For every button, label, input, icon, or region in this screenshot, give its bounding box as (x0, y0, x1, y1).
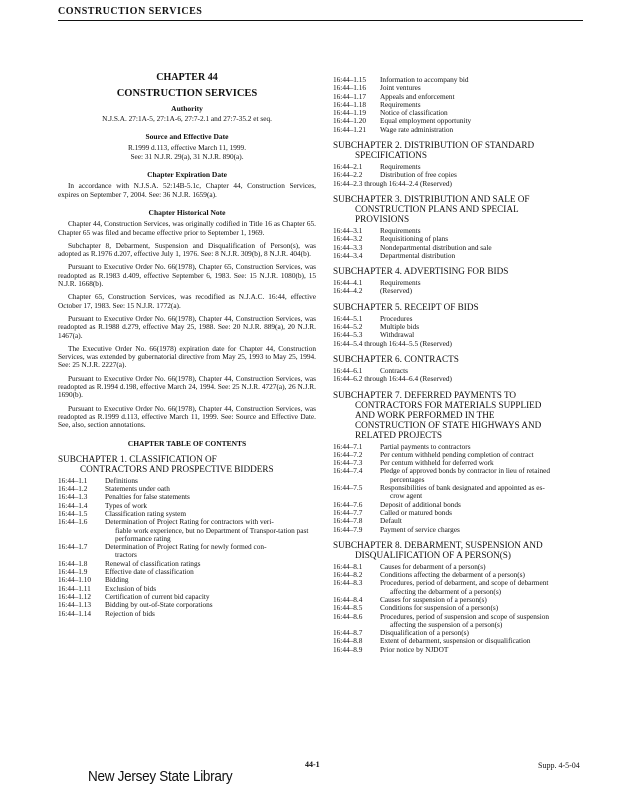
subchapter-entries (333, 315, 585, 348)
subchapter-1-entries (58, 477, 316, 618)
toc-entry-number: 16:44–1.9 (58, 567, 88, 577)
toc-entry-number: 16:44–1.4 (58, 500, 88, 510)
toc-entry-title-text: Distribution of free copies (380, 170, 457, 180)
subchapter-title-line: SUBCHAPTER 5. RECEIPT OF BIDS (333, 301, 479, 312)
toc-entry-title-continued: crow agent (390, 491, 423, 501)
subchapter-title-line: RELATED PROJECTS (355, 429, 443, 440)
chapter-name: CONSTRUCTION SERVICES (116, 88, 258, 100)
toc-entry-number: 16:44–8.6 (333, 611, 363, 621)
toc-entry-title-text: Joint ventures (380, 83, 421, 93)
authority-heading: Authority (171, 103, 203, 113)
toc-entry-number: 16:44–6.1 (333, 365, 363, 375)
toc-entry-title (380, 467, 585, 484)
toc-entry-number: 16:44–7.3 (333, 458, 363, 468)
toc-entry-title (105, 518, 316, 543)
subchapter-title-line: SUBCHAPTER 7. DEFERRED PAYMENTS TO (333, 389, 517, 400)
toc-entry (58, 518, 316, 543)
toc-entry-number: 16:44–8.5 (333, 603, 363, 613)
toc-entry (58, 568, 316, 576)
toc-entry (333, 117, 585, 125)
subchapter-title-line: CONTRACTORS FOR MATERIALS SUPPLIED (355, 399, 542, 410)
authority-text: N.J.S.A. 27:1A-5, 27:1A-6, 27:7-2.1 and 27:7-35.2 et seq. (102, 113, 272, 123)
toc-entry-title-text: Multiple bids (380, 322, 420, 332)
toc-entry-number: 16:44–1.2 (58, 484, 88, 494)
toc-entry-number: 16:44–4.1 (333, 278, 363, 288)
toc-entry (333, 375, 585, 383)
toc-entry-number: 16:44–4.2 (333, 286, 363, 296)
toc-entry-title-continued: percentages (390, 474, 425, 484)
toc-entry-title-text: Disqualification of a person(s) (380, 628, 469, 638)
toc-entry-number: 16:44–8.4 (333, 594, 363, 604)
supplement-date: Supp. 4-5-04 (538, 761, 580, 770)
subchapter-entries (333, 279, 585, 296)
toc-entry-title-text: Effective date of classification (105, 567, 194, 577)
toc-entry (333, 323, 585, 331)
toc-entry (333, 163, 585, 171)
toc-entry-number: 16:44–5.2 (333, 322, 363, 332)
subchapter-title-line: SUBCHAPTER 4. ADVERTISING FOR BIDS (333, 266, 509, 277)
toc-entry-title-text: Causes for suspension of a person(s) (380, 594, 487, 604)
toc-entry-title-continued: fiable work experience, but no Department of Transpor-tation past performance rating (115, 525, 309, 543)
toc-entry-title-text: Penalties for false statements (105, 492, 190, 502)
subchapter-title (333, 194, 585, 224)
toc-entry-number: 16:44–7.2 (333, 449, 363, 459)
subchapter-1-title (58, 454, 316, 474)
toc-entry-number: 16:44–7.5 (333, 483, 363, 493)
toc-entry (58, 477, 316, 485)
subchapter-title-line: AND WORK PERFORMED IN THE (355, 409, 495, 420)
toc-entry (333, 467, 585, 484)
toc-entry-title-text: Certification of current bid capacity (105, 591, 210, 601)
toc-entry-number: 16:44–3.1 (333, 225, 363, 235)
source-heading: Source and Effective Date (145, 132, 229, 142)
toc-entry-title-continued: affecting the suspension of a person(s) (390, 619, 503, 629)
toc-entry-number: 16:44–7.4 (333, 466, 363, 476)
toc-entry-number: 16:44–1.6 (58, 517, 88, 527)
toc-entry-number: 16:44–1.1 (58, 475, 88, 485)
subchapter-1-entries-continued (333, 76, 585, 134)
toc-entry-number: 16:44–8.8 (333, 636, 363, 646)
toc-entry-title-text: Classification rating system (105, 508, 187, 518)
toc-entry-number: 16:44–1.12 (58, 591, 92, 601)
subchapter-title (333, 140, 585, 160)
toc-entry (333, 613, 585, 630)
toc-entry (333, 93, 585, 101)
toc-entry-title (105, 568, 316, 576)
history-notes (58, 220, 316, 429)
toc-entry-number: 16:44–8.7 (333, 628, 363, 638)
toc-entry-number: 16:44–1.3 (58, 492, 88, 502)
toc-heading: CHAPTER TABLE OF CONTENTS (127, 438, 247, 448)
history-paragraph: Pursuant to Executive Order No. 66(1978), Chapter 65, Construction Services, was readopted as R.1983 d.409, effective September 6, 1983. See: 15 N.J.R. 1080(b), 15 N.J.R. 1668(b). (58, 262, 316, 289)
toc-entry-title-text: Conditions for suspension of a person(s) (380, 603, 499, 613)
toc-entry-number: 16:44–7.1 (333, 441, 363, 451)
toc-entry-title (105, 610, 316, 618)
toc-entry-title (380, 646, 585, 654)
subchapter-title (333, 302, 585, 312)
toc-entry-title (380, 126, 585, 134)
toc-entry-number: 16:44–1.14 (58, 608, 92, 618)
toc-entry (333, 279, 585, 287)
toc-entry (333, 101, 585, 109)
running-header: CONSTRUCTION SERVICES (58, 6, 203, 17)
toc-entry (58, 601, 316, 609)
toc-entry-number: 16:44–1.19 (333, 108, 367, 118)
toc-entry-number: 16:44–1.7 (58, 542, 88, 552)
history-paragraph: Pursuant to Executive Order No. 66(1978), Chapter 44, Construction Services, was readopted as R.1994 d.198, effective March 24, 1994. See: 25 N.J.R. 4727(a), 26 N.J.R. 1690(b). (58, 373, 316, 400)
expiration-heading: Chapter Expiration Date (147, 170, 227, 180)
toc-entry-title-text: Rejection of bids (105, 608, 155, 618)
toc-entry-number: 16:44–5.1 (333, 313, 363, 323)
toc-entry-number: 16:44–1.10 (58, 575, 92, 585)
toc-entry-title-text: Equal employment opportunity (380, 116, 472, 126)
left-column (58, 74, 316, 622)
toc-entry-number: 16:44–1.13 (58, 600, 92, 610)
subchapter-entries (333, 443, 585, 534)
toc-entry-title-text: Procedures, period of suspension and scope of suspension (380, 611, 550, 621)
toc-entry-title-text: Prior notice by NJDOT (380, 644, 449, 654)
toc-entry-title-text: Pledge of approved bonds by contractor in lieu of retained (380, 466, 551, 476)
toc-entry-title-text: Responsibilities of bank designated and appointed as es- (380, 483, 545, 493)
toc-entry-title (105, 543, 316, 560)
subchapter-title-line: SUBCHAPTER 8. DEBARMENT, SUSPENSION AND (333, 539, 543, 550)
toc-entry-title-text: Renewal of classification ratings (105, 558, 201, 568)
history-heading: Chapter Historical Note (148, 207, 226, 217)
toc-entry-title (380, 252, 585, 260)
toc-entry (333, 637, 585, 645)
toc-entry-number: 16:44–3.3 (333, 242, 363, 252)
toc-entry-number: 16:44–8.9 (333, 644, 363, 654)
toc-entry-title (380, 579, 585, 596)
subchapter-title (333, 390, 585, 440)
toc-entry (333, 526, 585, 534)
toc-entry-number: 16:44–1.15 (333, 75, 367, 84)
source-line-1: R.1999 d.113, effective March 11, 1999. (127, 143, 247, 153)
toc-entry-title-text: Procedures, period of debarment, and scope of debarment (380, 578, 549, 588)
subchapter-title-line: DISQUALIFICATION OF A PERSON(S) (355, 549, 511, 560)
toc-entry-number: 16:44–8.2 (333, 570, 363, 580)
page-number: 44-1 (305, 760, 320, 769)
toc-entry (333, 315, 585, 323)
toc-entry-title-text: Determination of Project Rating for newly formed con- (105, 542, 267, 552)
toc-entry-title-text: Notice of classification (380, 108, 448, 118)
toc-entry-number: 16:44–1.8 (58, 558, 88, 568)
history-paragraph: Pursuant to Executive Order No. 66(1978), Chapter 44, Construction Services, was readopted as R.1999 d.113, effective March 11, 1999. See: Source and Effective Date. See, also, section annotations. (58, 403, 316, 430)
subchapter-list (333, 140, 585, 654)
toc-entry-title-text: Nondepartmental distribution and sale (380, 242, 492, 252)
toc-entry-number: 16:44–1.11 (58, 583, 91, 593)
toc-entry-number: 16:44–1.18 (333, 99, 367, 109)
subchapter-entries (333, 227, 585, 260)
toc-entry-title-text: Exclusion of bids (105, 583, 157, 593)
toc-entry-title-text: Requirements (380, 225, 421, 235)
toc-entry (58, 502, 316, 510)
subchapter-entries (333, 563, 585, 654)
toc-entry (333, 287, 585, 295)
toc-entry-title-text: Called or matured bonds (380, 507, 452, 517)
toc-entry (333, 84, 585, 92)
subchapter-title-line: CONSTRUCTION PLANS AND SPECIAL (355, 203, 519, 214)
toc-entry-title-text: 16:44–6.2 through 16:44–6.4 (Reserved) (333, 374, 452, 384)
toc-entry (333, 227, 585, 235)
toc-entry-number: 16:44–7.7 (333, 507, 363, 517)
toc-entry-title-text: Bidding (105, 575, 129, 585)
toc-entry-title-text: Causes for debarment of a person(s) (380, 561, 486, 571)
toc-entry-number: 16:44–1.5 (58, 508, 88, 518)
toc-entry (58, 493, 316, 501)
toc-entry-number: 16:44–5.3 (333, 330, 363, 340)
toc-entry-title-continued: affecting the debarment of a person(s) (390, 586, 502, 596)
subchapter-title (333, 266, 585, 276)
toc-entry-title (380, 613, 585, 630)
toc-entry-number: 16:44–1.20 (333, 116, 367, 126)
toc-entry-title (380, 509, 585, 517)
history-paragraph: Chapter 65, Construction Services, was recodified as N.J.A.C. 16:44, effective October 17, 1983. See: 15 N.J.R. 1772(a). (58, 292, 316, 310)
toc-entry-number: 16:44–7.6 (333, 499, 363, 509)
history-paragraph: Pursuant to Executive Order No. 66(1978), Chapter 44, Construction Services, was readopted as R.1988 d.279, effective May 25, 1988. See: 20 N.J.R. 889(a), 20 N.J.R. 1467(a). (58, 313, 316, 340)
toc-entry-title-text: Determination of Project Rating for contractors with veri- (105, 517, 274, 527)
toc-entry-title-continued: tractors (115, 550, 137, 560)
toc-entry-number: 16:44–8.1 (333, 561, 363, 571)
subchapter-entries (333, 367, 585, 384)
toc-entry-title-text: Requirements (380, 99, 421, 109)
toc-entry-title-text: Contracts (380, 365, 408, 375)
toc-entry-number: 16:44–3.4 (333, 250, 363, 260)
toc-entry (333, 646, 585, 654)
toc-entry-title-text: Departmental distribution (380, 250, 456, 260)
subchapter-title-line: SPECIFICATIONS (355, 150, 427, 161)
history-paragraph: Chapter 44, Construction Services, was originally codified in Title 16 as Chapter 65. Chapter 65 was filed and became effective prior to September 1, 1969. (58, 219, 316, 237)
subchapter-title (333, 540, 585, 560)
toc-entry-title-text: Per centum withheld pending completion of contract (380, 449, 534, 459)
toc-entry-title-text: Information to accompany bid (380, 75, 469, 84)
toc-entry (58, 576, 316, 584)
subchapter-title-line: SUBCHAPTER 2. DISTRIBUTION OF STANDARD (333, 140, 535, 151)
toc-entry-title-text: Deposit of additional bonds (380, 499, 461, 509)
toc-entry-title (380, 484, 585, 501)
subchapter-title-line: SUBCHAPTER 3. DISTRIBUTION AND SALE OF (333, 193, 530, 204)
toc-entry-title-text: (Reserved) (380, 286, 413, 296)
toc-entry (58, 543, 316, 560)
toc-entry-title-text: Procedures (380, 313, 413, 323)
toc-entry (333, 501, 585, 509)
toc-entry (333, 244, 585, 252)
toc-entry-title-text: Requirements (380, 162, 421, 172)
toc-entry-number: 16:44–2.1 (333, 162, 363, 172)
toc-entry (333, 509, 585, 517)
toc-entry (333, 484, 585, 501)
subchapter-title-line: CONSTRUCTION OF STATE HIGHWAYS AND (355, 419, 542, 430)
toc-entry-title-text: Default (380, 516, 402, 526)
toc-entry-title-text: Types of work (105, 500, 148, 510)
toc-entry-title (380, 287, 585, 295)
subchapter-1-title-line-1: SUBCHAPTER 1. CLASSIFICATION OF (58, 453, 217, 464)
toc-entry (333, 180, 585, 188)
toc-entry-title (333, 375, 585, 383)
toc-entry-title-text: Conditions affecting the debarment of a person(s) (380, 570, 525, 580)
toc-entry-title-text: Partial payments to contractors (380, 441, 471, 451)
toc-entry-number: 16:44–7.9 (333, 524, 363, 534)
toc-entry-title-text: Bidding by out-of-State corporations (105, 600, 213, 610)
right-column (333, 76, 585, 658)
toc-entry-title-text: Appeals and enforcement (380, 91, 455, 101)
toc-entry (58, 610, 316, 618)
toc-entry-number: 16:44–1.21 (333, 124, 367, 134)
toc-entry-title-text: Per centum withheld for deferred work (380, 458, 494, 468)
toc-entry-title-text: Definitions (105, 475, 138, 485)
subchapter-title-line: PROVISIONS (355, 213, 410, 224)
toc-entry-title-text: Requisitioning of plans (380, 234, 449, 244)
toc-entry-number: 16:44–7.8 (333, 516, 363, 526)
library-stamp: New Jersey State Library (88, 768, 233, 785)
toc-entry (333, 252, 585, 260)
toc-entry-title-text: 16:44–5.4 through 16:44–5.5 (Reserved) (333, 338, 452, 348)
toc-entry-title (333, 340, 585, 348)
expiration-text: In accordance with N.J.S.A. 52:14B-5.1c, Chapter 44, Construction Services, expires on September 7, 2004. See: 36 N.J.R. 1659(a). (58, 181, 316, 199)
toc-entry-title-text: Requirements (380, 278, 421, 288)
toc-entry (333, 126, 585, 134)
toc-entry-number: 16:44–8.3 (333, 578, 363, 588)
toc-entry-title (333, 180, 585, 188)
toc-entry-title-text: Statements under oath (105, 484, 170, 494)
subchapter-entries (333, 163, 585, 188)
toc-entry-number: 16:44–1.16 (333, 83, 367, 93)
history-paragraph: The Executive Order No. 66(1978) expiration date for Chapter 44, Construction Services, was extended by gubernatorial directive from May 25, 1993 to May 25, 1994. See: 25 N.J.R. 2227(a). (58, 343, 316, 370)
toc-entry-title-text: Extent of debarment, suspension or disqualification (380, 636, 531, 646)
toc-entry-number: 16:44–3.2 (333, 234, 363, 244)
source-line-2: See: 31 N.J.R. 29(a), 31 N.J.R. 890(a). (130, 151, 244, 161)
header-rule (58, 20, 583, 21)
toc-entry-number: 16:44–2.2 (333, 170, 363, 180)
subchapter-title (333, 354, 585, 364)
history-paragraph: Subchapter 8, Debarment, Suspension and Disqualification of Person(s), was adopted as R.1976 d.207, effective July 1, 1976. See: 8 N.J.R. 309(b), 8 N.J.R. 404(b). (58, 240, 316, 259)
toc-entry (333, 76, 585, 84)
toc-entry-title (380, 526, 585, 534)
subchapter-title-line: SUBCHAPTER 6. CONTRACTS (333, 353, 459, 364)
toc-entry (333, 340, 585, 348)
toc-entry-title-text: Payment of service charges (380, 524, 460, 534)
toc-entry-number: 16:44–1.17 (333, 91, 367, 101)
toc-entry-title-text: Withdrawal (380, 330, 415, 340)
toc-entry-title-text: 16:44–2.3 through 16:44–2.4 (Reserved) (333, 178, 452, 188)
chapter-label: CHAPTER 44 (156, 72, 218, 83)
toc-entry (333, 579, 585, 596)
subchapter-1-title-line-2: CONTRACTORS AND PROSPECTIVE BIDDERS (80, 463, 274, 474)
toc-entry-title-text: Wage rate administration (380, 124, 454, 134)
